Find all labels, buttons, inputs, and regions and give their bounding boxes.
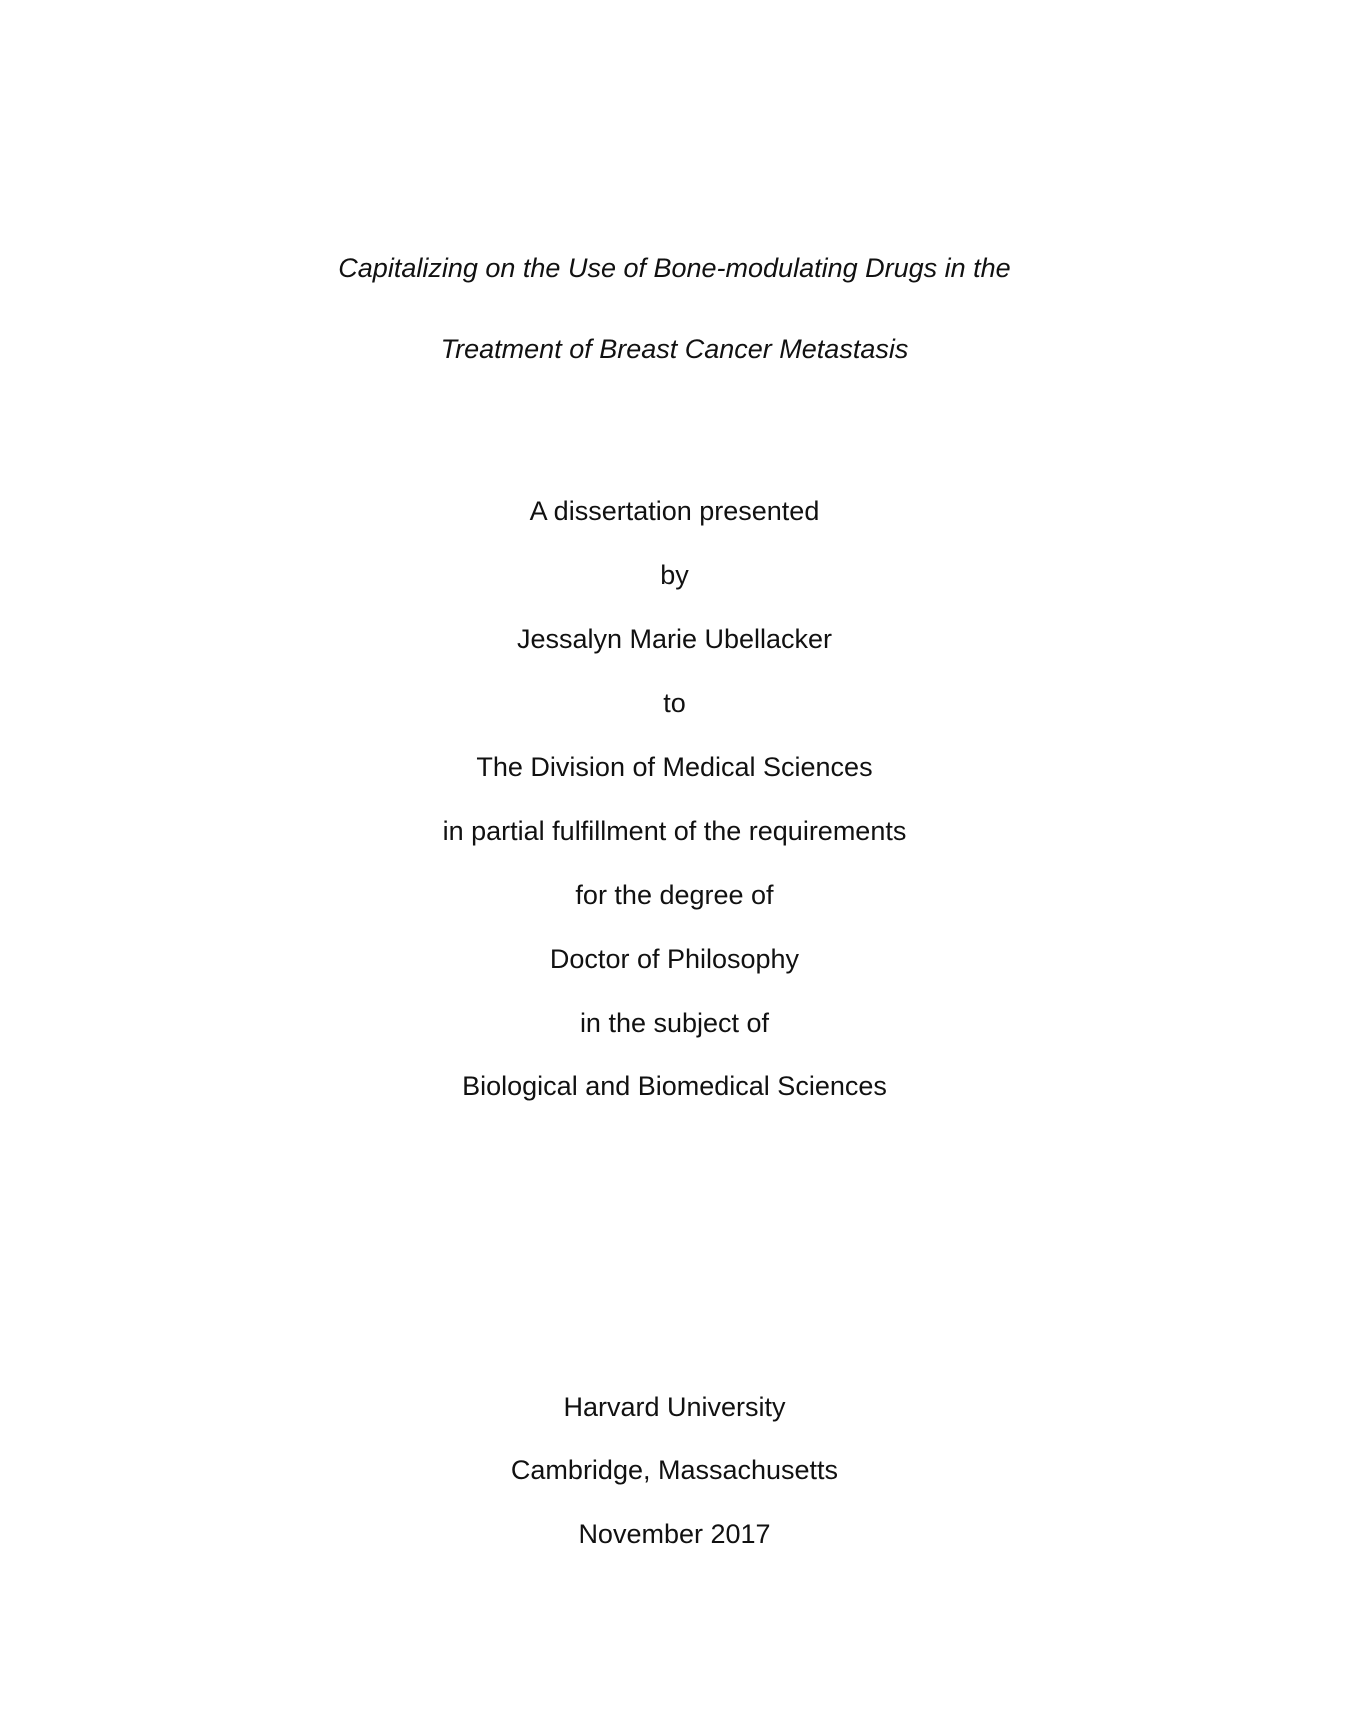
presentation-intro: A dissertation presented xyxy=(529,496,820,526)
date-text: November 2017 xyxy=(578,1519,771,1549)
to-text: to xyxy=(663,688,686,718)
fulfillment-text: in partial fulfillment of the requirements xyxy=(442,816,907,846)
subject-name: Biological and Biomedical Sciences xyxy=(462,1071,887,1101)
by-text: by xyxy=(660,560,689,590)
location-text: Cambridge, Massachusetts xyxy=(510,1455,839,1485)
dissertation-title-line-1: Capitalizing on the Use of Bone-modulating Drugs in the xyxy=(338,253,1011,283)
degree-name: Doctor of Philosophy xyxy=(549,944,800,974)
university-name: Harvard University xyxy=(563,1392,786,1422)
degree-intro: for the degree of xyxy=(575,880,774,910)
subject-intro: in the subject of xyxy=(579,1008,770,1038)
dissertation-title-line-2: Treatment of Breast Cancer Metastasis xyxy=(440,334,909,364)
division-name: The Division of Medical Sciences xyxy=(476,752,873,782)
author-name: Jessalyn Marie Ubellacker xyxy=(516,624,833,654)
